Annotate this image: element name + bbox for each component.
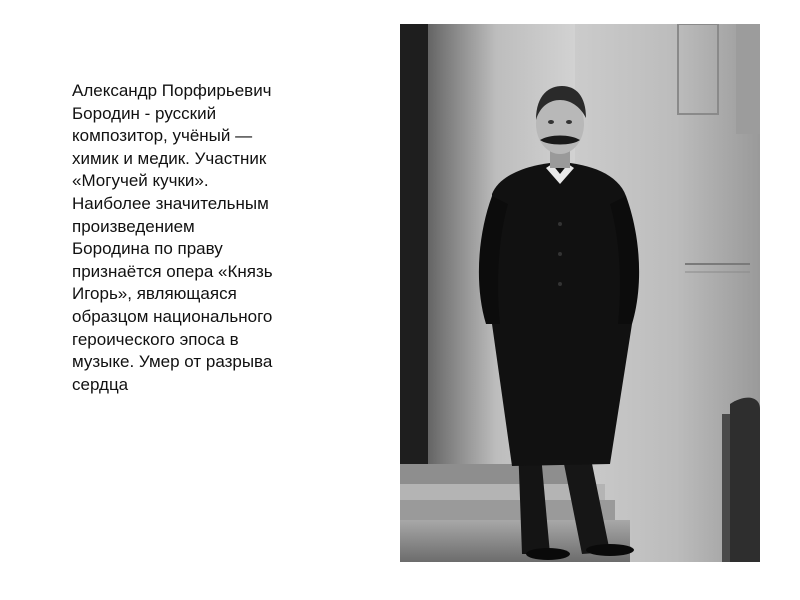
bio-line: композитор, учёный — xyxy=(72,126,253,146)
bio-line: сердца xyxy=(72,374,129,394)
bio-line: музыке. Умер от разрыва xyxy=(72,352,273,372)
bio-line: признаётся опера «Князь xyxy=(72,261,273,281)
bio-line: Александр Порфирьевич xyxy=(72,81,272,100)
portrait-photo xyxy=(400,24,760,562)
bio-line: Бородина по праву xyxy=(72,239,223,259)
bio-line: героического эпоса в xyxy=(72,329,239,349)
biography-text xyxy=(72,80,322,396)
bio-line: химик и медик. Участник xyxy=(72,148,267,168)
bio-line: образцом национального xyxy=(72,306,273,326)
bio-line: Бородин - русский xyxy=(72,103,217,123)
bio-line: Наиболее значительным xyxy=(72,193,269,213)
bio-line: Игорь», являющаяся xyxy=(72,284,237,304)
portrait-illustration xyxy=(400,24,760,562)
bio-line: «Могучей кучки». xyxy=(72,171,209,191)
bio-line: произведением xyxy=(72,216,195,236)
